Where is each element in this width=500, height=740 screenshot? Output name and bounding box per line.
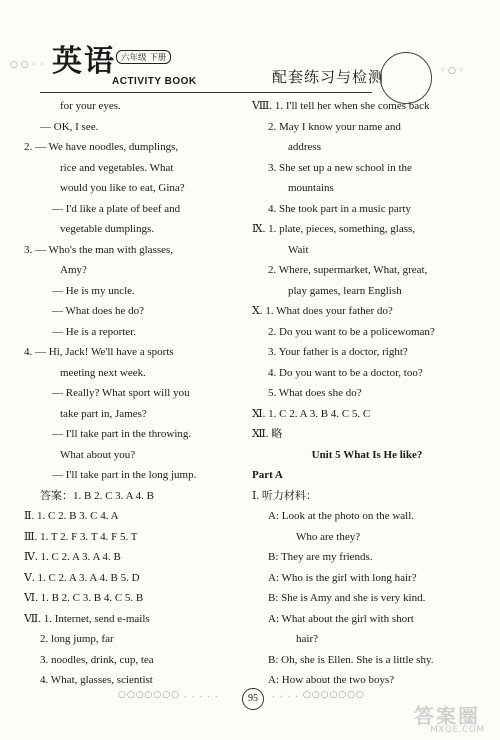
watermark-url: MXQE.COM — [430, 725, 485, 735]
text-line: Ⅳ. 1. C 2. A 3. A 4. B — [24, 551, 121, 563]
text-line: take part in, James? — [60, 407, 147, 420]
text-line: mountains — [288, 182, 334, 194]
text-line: Who are they? — [296, 530, 361, 543]
left-column — [24, 96, 239, 691]
text-line: A: How about the two boys? — [268, 674, 395, 686]
text-line: 2. — We have noodles, dumplings, — [24, 141, 179, 153]
text-line: 4. What, glasses, scientist — [40, 674, 153, 686]
text-line: — He is my uncle. — [52, 284, 135, 297]
text-line: A: Who is the girl with long hair? — [268, 571, 417, 584]
text-line: — What does he do? — [52, 305, 145, 317]
text-line: meeting next week. — [60, 366, 146, 379]
text-line: A: What about the girl with short — [268, 612, 414, 625]
text-line: play games, learn English — [288, 284, 402, 297]
text-line: 2. Where, supermarket, What, great, — [268, 264, 428, 276]
book-title: 英语 — [52, 44, 116, 79]
text-line: Ⅱ. 1. C 2. B 3. C 4. A — [24, 510, 119, 522]
text-line: B: They are my friends. — [268, 551, 373, 563]
text-line: hair? — [296, 633, 318, 645]
text-line: Ⅵ. 1. B 2. C 3. B 4. C 5. B — [24, 592, 144, 604]
text-line: Part A — [252, 469, 283, 481]
text-line: Ⅴ. 1. C 2. A 3. A 4. B 5. D — [24, 571, 140, 584]
text-line: B: Oh, she is Ellen. She is a little shy. — [268, 653, 434, 666]
text-line: vegetable dumplings. — [60, 223, 155, 235]
text-line: Ⅰ. 听力材料： — [252, 489, 317, 502]
text-line: 5. What does she do? — [268, 387, 362, 399]
header-rule — [40, 92, 372, 93]
text-line: 答案：1. B 2. C 3. A 4. B — [40, 489, 154, 502]
text-line: Ⅶ. 1. Internet, send e-mails — [24, 612, 150, 625]
watermark-logo-text: 答案圈 — [414, 704, 480, 728]
text-line: Wait — [288, 243, 309, 256]
unit-heading: Unit 5 What Is He like? — [311, 448, 423, 461]
text-line: Ⅹ. 1. What does your father do? — [252, 305, 393, 317]
text-line: 3. — Who's the man with glasses, — [24, 243, 174, 256]
text-line: Ⅸ. 1. plate, pieces, something, glass, — [252, 223, 416, 235]
text-line: Ⅷ. 1. I'll tell her when she comes back — [252, 100, 430, 112]
text-line: Ⅻ. 略 — [252, 428, 283, 440]
text-line: 4. She took part in a music party — [268, 202, 411, 215]
right-column — [252, 96, 482, 691]
page-header — [0, 0, 500, 100]
text-line: address — [288, 141, 321, 153]
page-number: 95 — [242, 688, 264, 710]
text-line: A: Look at the photo on the wall. — [268, 510, 415, 522]
text-line: 2. Do you want to be a policewoman? — [268, 325, 435, 338]
text-line: 4. — Hi, Jack! We'll have a sports — [24, 346, 174, 358]
decoration-left: ○ ○ ◦ ◦ — [10, 60, 45, 70]
text-line: 3. Your father is a doctor, right? — [268, 346, 408, 358]
text-line: What about you? — [60, 448, 136, 461]
footer-dots-right: . . . . ○○○○○○○ — [272, 690, 365, 700]
text-line: 2. long jump, far — [40, 633, 114, 645]
text-line: 4. Do you want to be a doctor, too? — [268, 366, 423, 379]
text-line: 2. May I know your name and — [268, 120, 401, 133]
activity-book-label: ACTIVITY BOOK — [112, 76, 197, 87]
text-line: — I'd like a plate of beef and — [52, 202, 181, 215]
text-line: — Really? What sport will you — [52, 387, 190, 399]
text-line: — I'll take part in the long jump. — [52, 469, 197, 481]
text-line: Amy? — [60, 264, 87, 276]
series-title: 配套练习与检测 — [272, 68, 385, 86]
text-line: — He is a reporter. — [52, 325, 136, 338]
footer-dots-left: ○○○○○○○ . . . . . — [118, 690, 219, 700]
text-line: 3. She set up a new school in the — [268, 161, 412, 174]
text-line: 3. noodles, drink, cup, tea — [40, 653, 154, 666]
text-line: would you like to eat, Gina? — [60, 182, 185, 194]
text-line: Ⅺ. 1. C 2. A 3. B 4. C 5. C — [252, 407, 371, 420]
text-line: rice and vegetables. What — [60, 161, 174, 174]
decoration-right: ◦ ○ ◦ — [440, 66, 465, 76]
text-line: — OK, I see. — [40, 120, 99, 133]
grade-badge: 六年级 下册 — [116, 50, 171, 64]
text-line: B: She is Amy and she is very kind. — [268, 592, 426, 604]
text-line: — I'll take part in the throwing. — [52, 428, 192, 440]
text-line: for your eyes. — [60, 100, 121, 112]
text-line: Ⅲ. 1. T 2. F 3. T 4. F 5. T — [24, 530, 138, 543]
